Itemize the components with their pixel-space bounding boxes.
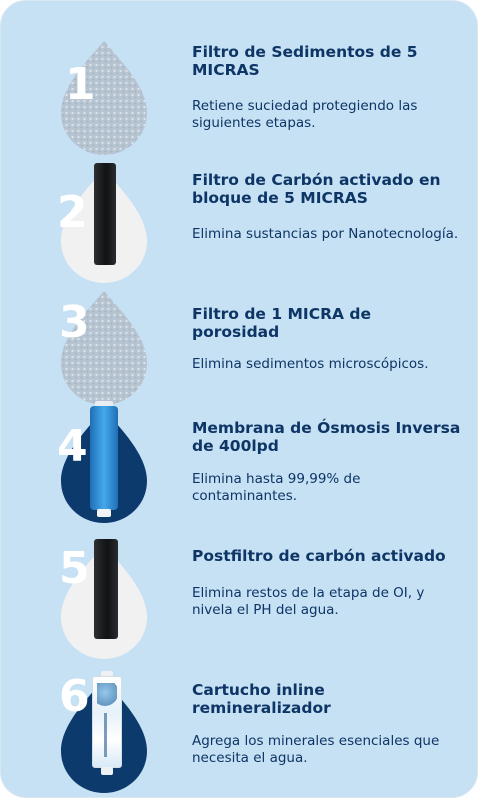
step-title: Filtro de 1 MICRA de porosidad — [192, 305, 371, 341]
step-description: Elimina sedimentos microscópicos. — [192, 356, 429, 372]
step-description: Retiene suciedad protegiendo las siguientes etapas. — [192, 98, 418, 131]
carbon-block-cartridge-icon — [94, 163, 116, 265]
carbon-postfilter-cartridge-icon — [94, 539, 118, 639]
step-number: 3 — [59, 297, 90, 348]
step-description: Agrega los minerales esenciales que necesita el agua. — [192, 733, 440, 766]
filter-step-4 — [1, 401, 480, 521]
step-description: Elimina sustancias por Nanotecnología. — [192, 226, 459, 242]
step-number: 4 — [57, 421, 88, 472]
filter-step-3 — [1, 283, 480, 403]
step-number: 6 — [59, 671, 90, 722]
step-number: 5 — [59, 543, 90, 594]
filter-step-6 — [1, 671, 480, 791]
filter-step-5 — [1, 537, 480, 657]
ro-membrane-icon — [90, 401, 118, 517]
filter-step-2 — [1, 161, 480, 281]
step-title: Filtro de Sedimentos de 5 MICRAS — [192, 43, 418, 79]
step-title: Filtro de Carbón activado en bloque de 5 MICRAS — [192, 171, 441, 207]
step-description: Elimina restos de la etapa de OI, y nivela el PH del agua. — [192, 585, 425, 618]
filter-step-1 — [1, 33, 480, 153]
step-number: 2 — [57, 187, 88, 238]
step-title: Membrana de Ósmosis Inversa de 400lpd — [192, 419, 461, 455]
step-title: Postfiltro de carbón activado — [192, 547, 446, 565]
step-title: Cartucho inline remineralizador — [192, 681, 331, 717]
step-number: 1 — [65, 59, 96, 110]
step-description: Elimina hasta 99,99% de contaminantes. — [192, 471, 361, 504]
inline-remineralizer-cartridge-icon — [92, 671, 122, 775]
